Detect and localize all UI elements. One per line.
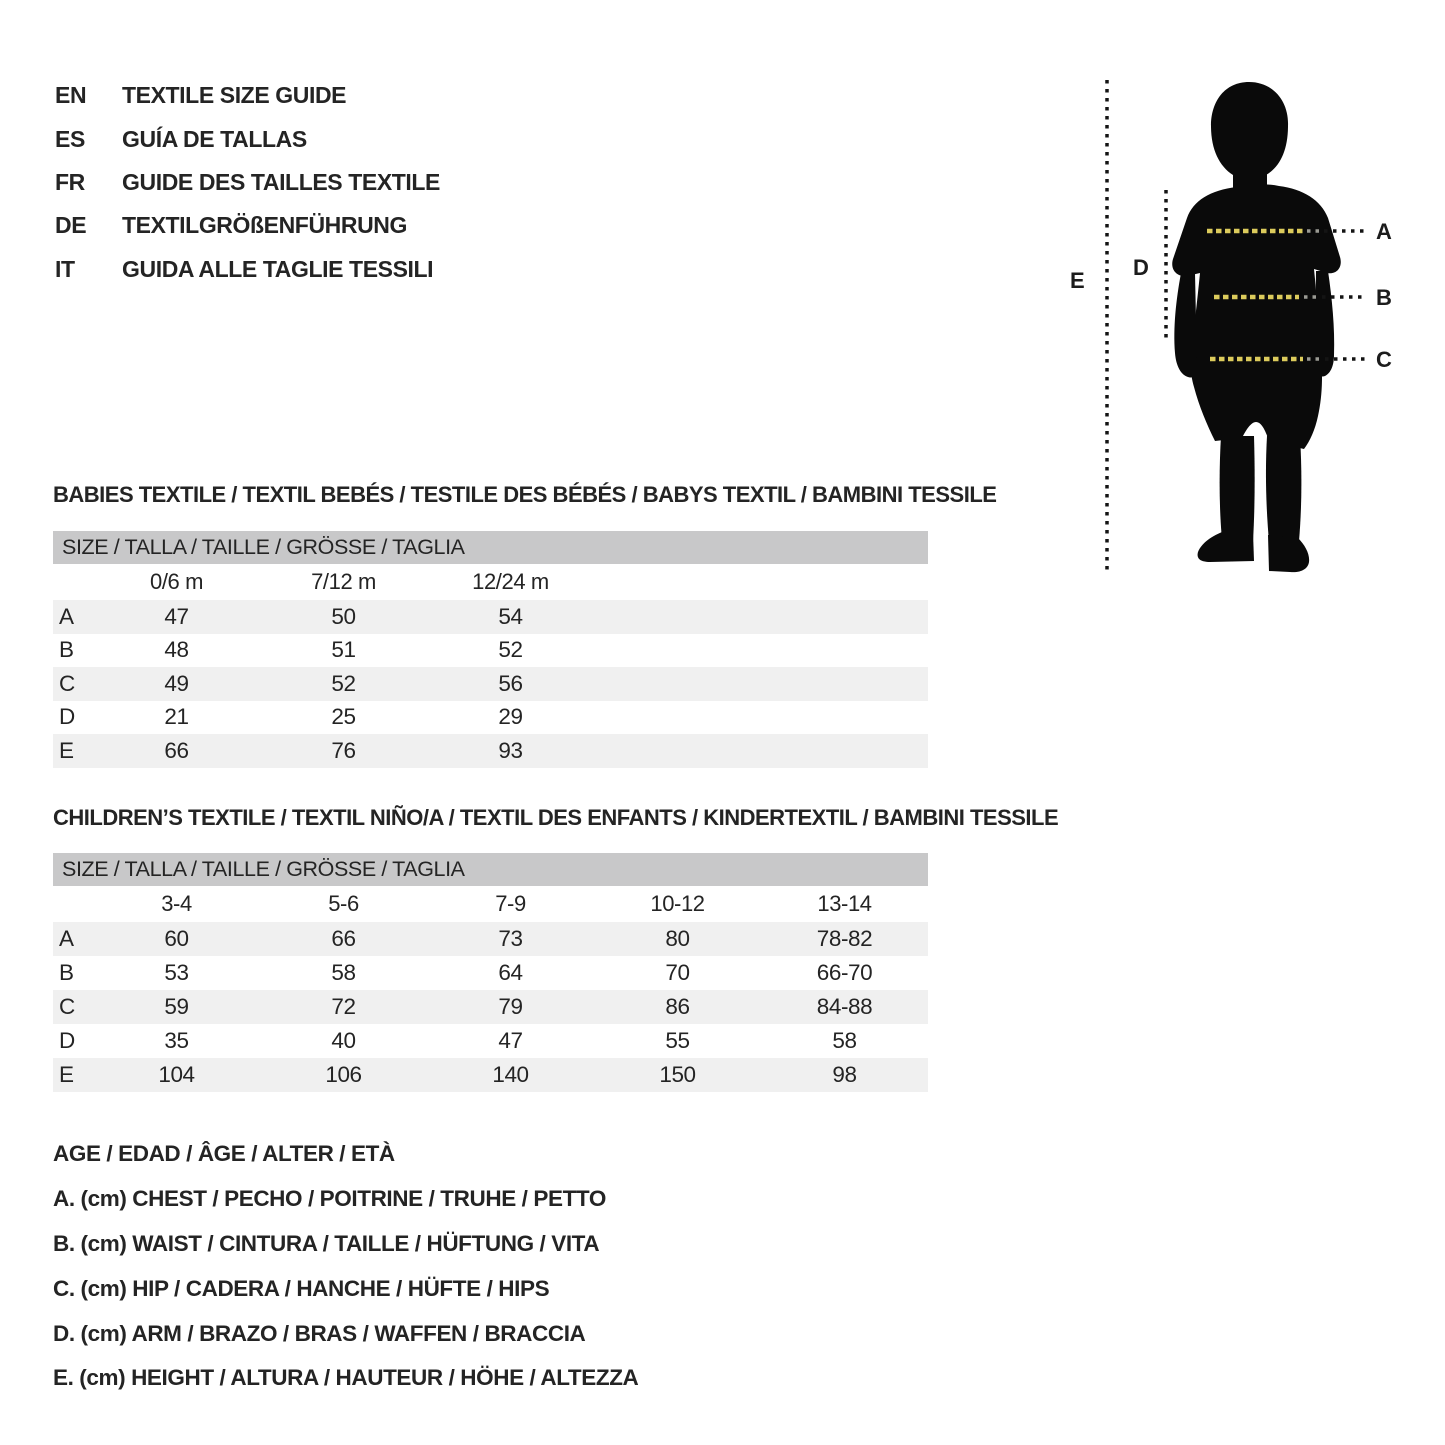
babies-size-header-bar: SIZE / TALLA / TAILLE / GRÖSSE / TAGLIA: [53, 531, 928, 564]
guide-title: GUÍA DE TALLAS: [122, 125, 307, 152]
table-cell: 66-70: [816, 960, 873, 985]
language-code: ES: [55, 125, 85, 152]
table-row: [53, 734, 928, 768]
table-cell: 55: [665, 1028, 690, 1053]
table-cell: 150: [659, 1062, 696, 1087]
column-header: 3-4: [161, 891, 192, 916]
table-cell: 35: [164, 1028, 189, 1053]
table-row: [53, 990, 928, 1024]
row-label: B: [59, 960, 74, 985]
table-cell: 48: [164, 637, 189, 663]
row-label: B: [59, 637, 74, 663]
table-cell: 25: [331, 704, 356, 730]
table-cell: 66: [331, 926, 356, 951]
table-cell: 93: [498, 737, 523, 763]
table-cell: 52: [331, 670, 356, 696]
table-cell: 49: [164, 670, 189, 696]
table-cell: 98: [832, 1062, 857, 1087]
table-cell: 47: [498, 1028, 523, 1053]
table-cell: 140: [492, 1062, 529, 1087]
silhouette-right-shoe: [1268, 535, 1309, 572]
table-cell: 76: [331, 737, 356, 763]
table-row: [53, 667, 928, 701]
legend-line-chest: A. (cm) CHEST / PECHO / POITRINE / TRUHE / PETTO: [53, 1186, 606, 1212]
babies-column-headers: [53, 564, 928, 600]
babies-section-title: BABIES TEXTILE / TEXTIL BEBÉS / TESTILE DES BÉBÉS / BABYS TEXTIL / BAMBINI TESSILE: [53, 482, 997, 507]
language-code: DE: [55, 212, 87, 239]
legend-line-age: AGE / EDAD / ÂGE / ALTER / ETÀ: [53, 1141, 395, 1167]
row-label: E: [59, 1062, 74, 1087]
table-cell: 78-82: [816, 926, 873, 951]
guide-title: TEXTILE SIZE GUIDE: [122, 82, 347, 109]
row-label: D: [59, 1028, 75, 1053]
table-cell: 86: [665, 994, 690, 1019]
legend-line-height: E. (cm) HEIGHT / ALTURA / HAUTEUR / HÖHE / ALTEZZA: [53, 1365, 639, 1391]
silhouette-left-leg: [1220, 436, 1255, 541]
column-header: 5-6: [328, 891, 359, 916]
table-row: [53, 956, 928, 990]
measure-label-a: A: [1376, 219, 1392, 244]
title-row-en: [55, 74, 440, 117]
table-row: [53, 600, 928, 634]
silhouette-right-leg: [1266, 436, 1301, 542]
table-cell: 21: [164, 704, 189, 730]
table-cell: 70: [665, 960, 690, 985]
table-cell: 40: [331, 1028, 356, 1053]
babies-size-table: [53, 531, 928, 768]
column-header: 7-9: [495, 891, 526, 916]
table-cell: 54: [498, 603, 523, 629]
table-row: [53, 1024, 928, 1058]
table-cell: 51: [331, 637, 356, 663]
column-header: 10-12: [650, 891, 705, 916]
row-label: A: [59, 926, 74, 951]
table-cell: 66: [164, 737, 189, 763]
child-silhouette: [1172, 82, 1341, 572]
language-code: IT: [55, 255, 75, 282]
language-code: EN: [55, 82, 87, 109]
children-column-headers: [53, 886, 928, 922]
table-cell: 58: [331, 960, 356, 985]
column-header: 0/6 m: [149, 569, 204, 594]
measure-label-d: D: [1133, 255, 1149, 280]
table-cell: 56: [498, 670, 523, 696]
measure-label-c: C: [1376, 347, 1392, 372]
children-size-table: [53, 853, 928, 1092]
table-cell: 84-88: [816, 994, 873, 1019]
table-row: [53, 1058, 928, 1092]
table-cell: 106: [325, 1062, 362, 1087]
table-cell: 29: [498, 704, 523, 730]
silhouette-shorts: [1191, 356, 1322, 449]
legend-line-hip: C. (cm) HIP / CADERA / HANCHE / HÜFTE / HIPS: [53, 1275, 550, 1301]
row-label: C: [59, 670, 75, 696]
guide-title: TEXTILGRÖßENFÜHRUNG: [122, 212, 407, 239]
silhouette-left-shoe: [1198, 532, 1254, 562]
title-row-fr: [55, 161, 440, 204]
table-row: [53, 701, 928, 735]
table-cell: 53: [164, 960, 189, 985]
language-title-block: [55, 74, 440, 291]
table-cell: 59: [164, 994, 189, 1019]
column-header: 13-14: [817, 891, 872, 916]
legend-line-waist: B. (cm) WAIST / CINTURA / TAILLE / HÜFTUNG / VITA: [53, 1230, 600, 1256]
table-cell: 60: [164, 926, 189, 951]
table-cell: 80: [665, 926, 690, 951]
measure-label-e: E: [1070, 268, 1085, 293]
table-cell: 73: [498, 926, 523, 951]
title-row-es: [55, 117, 440, 160]
child-silhouette-figure: [1060, 70, 1420, 580]
children-size-header-bar: SIZE / TALLA / TAILLE / GRÖSSE / TAGLIA: [53, 853, 928, 886]
table-cell: 72: [331, 994, 356, 1019]
guide-title: GUIDA ALLE TAGLIE TESSILI: [122, 255, 434, 282]
row-label: C: [59, 994, 75, 1019]
table-cell: 58: [832, 1028, 857, 1053]
table-cell: 47: [164, 603, 189, 629]
legend-line-arm: D. (cm) ARM / BRAZO / BRAS / WAFFEN / BRACCIA: [53, 1320, 586, 1346]
table-cell: 104: [158, 1062, 195, 1087]
table-cell: 79: [498, 994, 523, 1019]
table-cell: 50: [331, 603, 356, 629]
row-label: E: [59, 737, 74, 763]
table-cell: 64: [498, 960, 523, 985]
measurement-legend: [53, 1132, 638, 1401]
table-cell: 52: [498, 637, 523, 663]
title-row-it: [55, 248, 440, 291]
row-label: A: [59, 603, 74, 629]
measure-label-b: B: [1376, 285, 1392, 310]
children-section-title: CHILDREN’S TEXTILE / TEXTIL NIÑO/A / TEXTIL DES ENFANTS / KINDERTEXTIL / BAMBINI TESSILE: [53, 805, 1059, 830]
column-header: 7/12 m: [311, 569, 376, 594]
table-row: [53, 634, 928, 668]
guide-title: GUIDE DES TAILLES TEXTILE: [122, 168, 440, 195]
column-header: 12/24 m: [472, 569, 549, 594]
language-code: FR: [55, 168, 85, 195]
table-row: [53, 922, 928, 956]
title-row-de: [55, 204, 440, 247]
silhouette-head: [1211, 82, 1288, 175]
row-label: D: [59, 704, 75, 730]
